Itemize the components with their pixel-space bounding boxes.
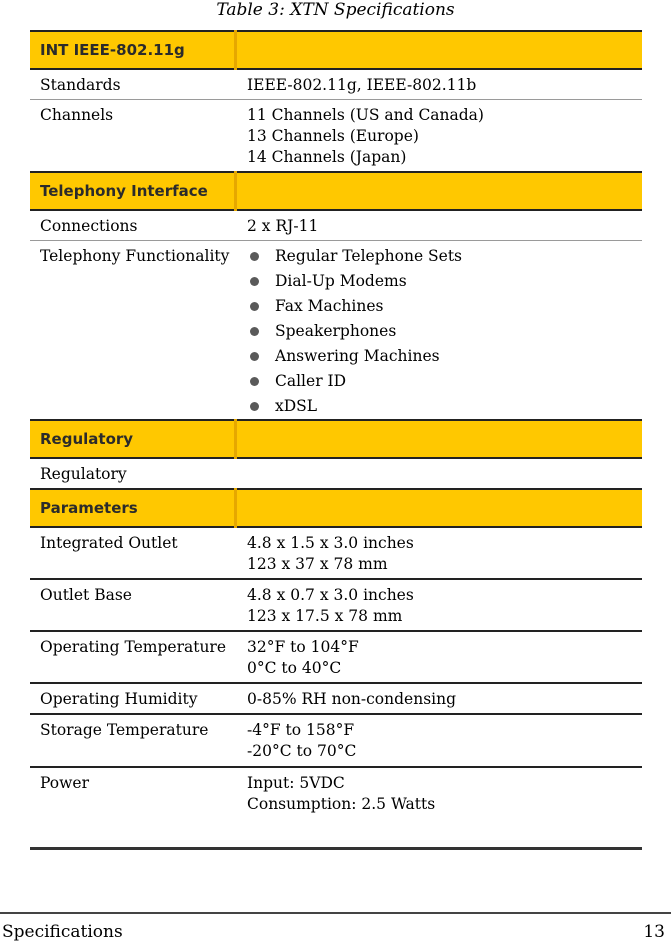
row-value: 123 x 37 x 78 mm [247, 555, 388, 573]
table-row [30, 767, 642, 827]
row-label: Regulatory [30, 458, 235, 489]
footer-section-name: Specifications [2, 922, 123, 942]
row-label: Channels [30, 100, 235, 173]
list-item: Answering Machines [247, 346, 642, 371]
row-value: 4.8 x 0.7 x 3.0 inches [247, 586, 414, 604]
bullet-icon [250, 402, 259, 411]
list-item: Caller ID [247, 371, 642, 396]
list-item: Regular Telephone Sets [247, 246, 642, 271]
row-label: Connections [30, 210, 235, 241]
row-value: 14 Channels (Japan) [247, 148, 407, 166]
section-header-telephony [30, 172, 642, 210]
table-end-divider [30, 847, 642, 850]
bullet-icon [250, 277, 259, 286]
row-value: -4°F to 158°F [247, 721, 355, 739]
bullet-icon [250, 302, 259, 311]
row-value: 2 x RJ-11 [247, 217, 319, 235]
table-row [30, 69, 642, 100]
bullet-icon [250, 327, 259, 336]
row-value: 32°F to 104°F [247, 638, 359, 656]
row-label: Operating Humidity [30, 683, 235, 714]
bullet-icon [250, 252, 259, 261]
row-label: Integrated Outlet [30, 527, 235, 579]
row-label: Standards [30, 69, 235, 100]
list-item: xDSL [247, 396, 642, 416]
table-row [30, 579, 642, 631]
bullet-icon [250, 352, 259, 361]
section-title: INT IEEE-802.11g [30, 31, 235, 69]
row-value: 0-85% RH non-condensing [247, 690, 457, 708]
table-row [30, 714, 642, 767]
table-row [30, 527, 642, 579]
list-item: Dial-Up Modems [247, 271, 642, 296]
table-row [30, 458, 642, 489]
row-value: Input: 5VDC [247, 774, 345, 792]
table-row [30, 683, 642, 714]
row-value: Consumption: 2.5 Watts [247, 795, 436, 813]
list-item: Speakerphones [247, 321, 642, 346]
row-value: 11 Channels (US and Canada) [247, 106, 484, 124]
table-caption: Table 3: XTN Specifications [216, 0, 455, 20]
row-value: -20°C to 70°C [247, 742, 357, 760]
functionality-list [247, 246, 642, 416]
table-row [30, 241, 642, 421]
row-label: Outlet Base [30, 579, 235, 631]
row-value: IEEE-802.11g, IEEE-802.11b [247, 76, 477, 94]
footer-divider [0, 912, 671, 914]
section-title: Parameters [30, 489, 235, 527]
table-row [30, 631, 642, 683]
bullet-icon [250, 377, 259, 386]
table-row [30, 210, 642, 241]
section-header-regulatory [30, 420, 642, 458]
specifications-table [30, 30, 642, 827]
table-row [30, 100, 642, 173]
section-header-parameters [30, 489, 642, 527]
row-value: 123 x 17.5 x 78 mm [247, 607, 403, 625]
row-value: 4.8 x 1.5 x 3.0 inches [247, 534, 414, 552]
page-number: 13 [643, 922, 665, 942]
row-label: Storage Temperature [30, 714, 235, 767]
row-label: Power [40, 774, 89, 792]
row-label: Operating Temperature [30, 631, 235, 683]
row-value: 0°C to 40°C [247, 659, 342, 677]
row-value: 13 Channels (Europe) [247, 127, 419, 145]
section-header-int [30, 31, 642, 69]
list-item: Fax Machines [247, 296, 642, 321]
section-title: Regulatory [30, 420, 235, 458]
row-label: Telephony Functionality [30, 241, 235, 421]
section-title: Telephony Interface [30, 172, 235, 210]
